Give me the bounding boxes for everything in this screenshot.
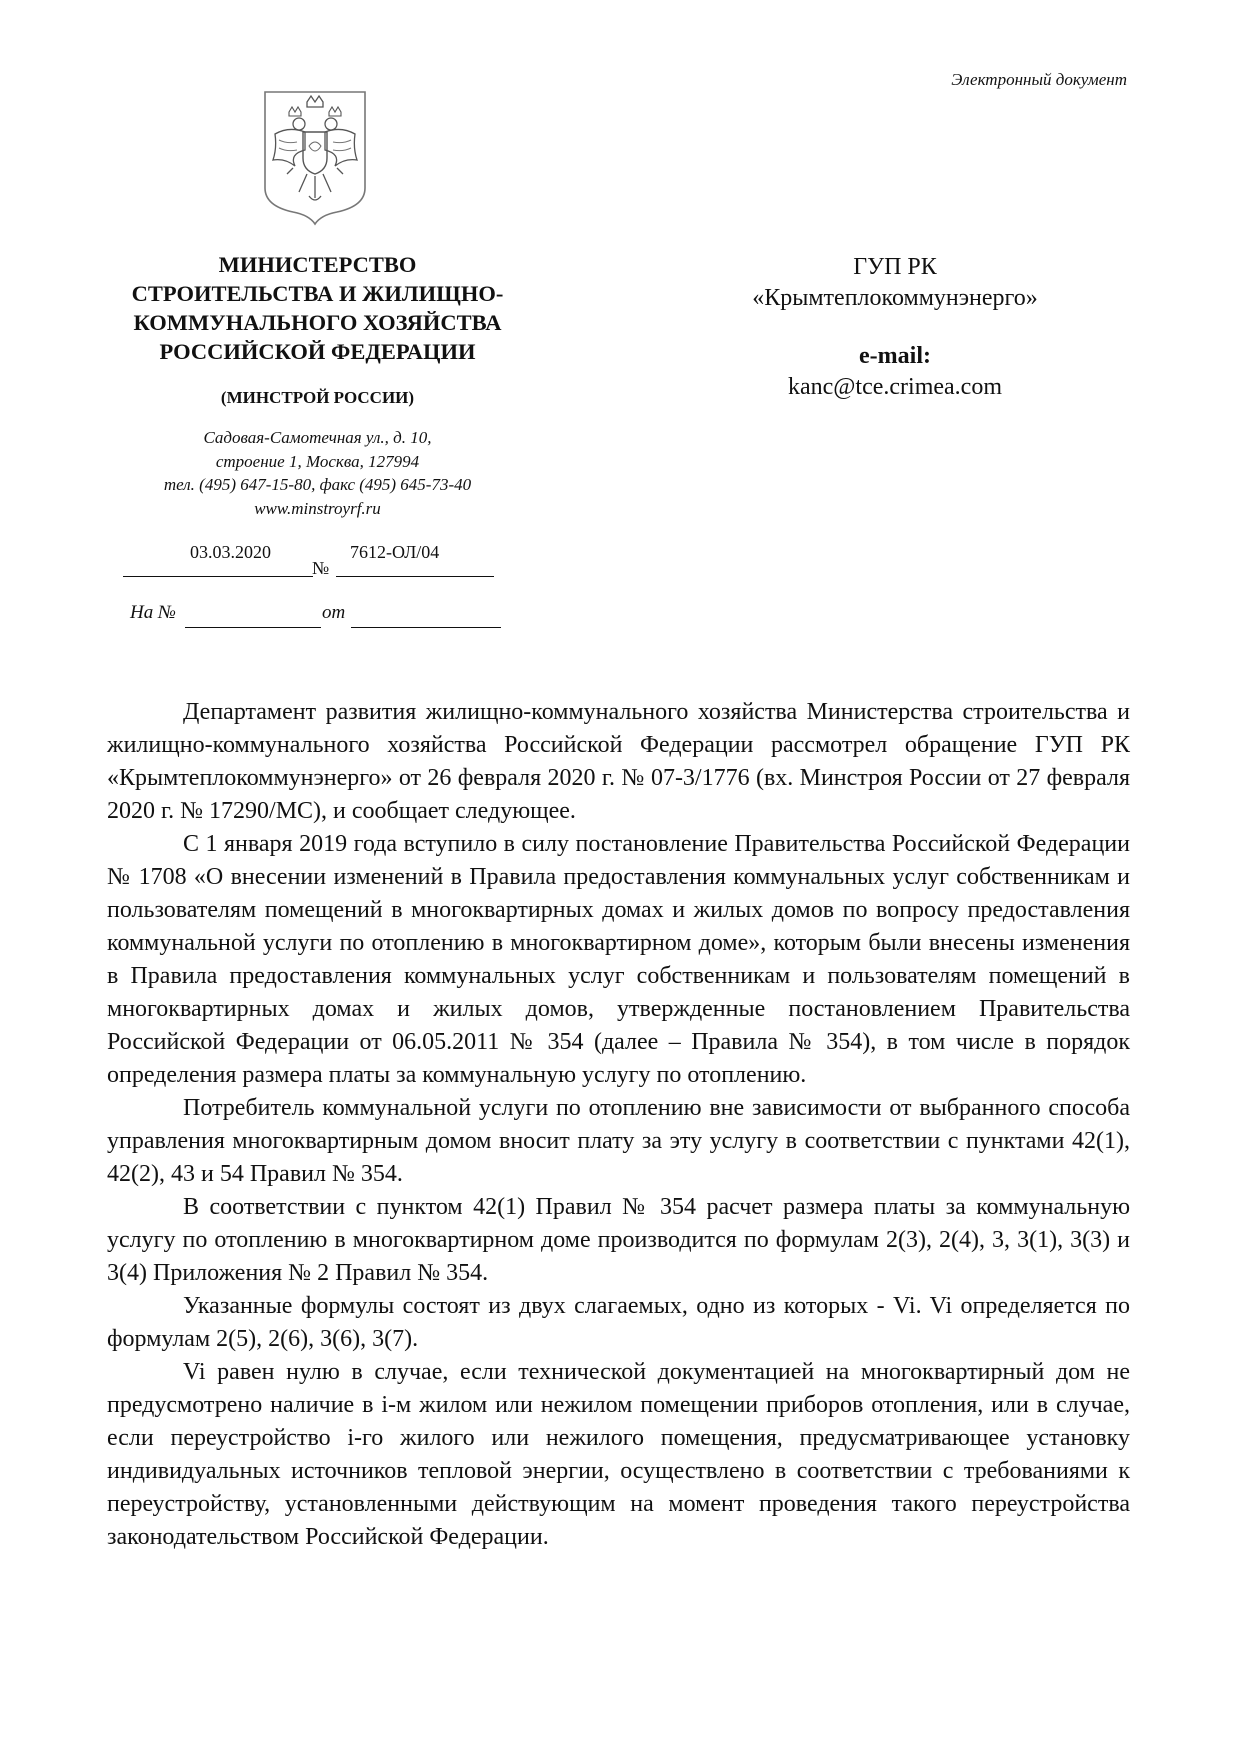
reference-prefix: На № xyxy=(130,602,176,623)
body-paragraph: Потребитель коммунальной услуги по отоплению вне зависимости от выбранного способа управления многоквартирным домом вносит плату за эту услугу в соответствии с пунктами 42(1), 42(2), 43 и 54 Правил № 354. xyxy=(107,1095,1130,1187)
address-line: тел. (495) 647-15-80, факс (495) 645-73-40 xyxy=(163,475,472,494)
registration-number: 7612-ОЛ/04 xyxy=(350,542,440,562)
recipient-name-line: «Крымтеплокоммунэнерго» xyxy=(752,285,1038,311)
registration-number-underline xyxy=(336,576,494,577)
body-paragraph: С 1 января 2019 года вступило в силу постановление Правительства Российской Федерации № 1708 «О внесении изменений в Правила предоставления коммунальных услуг собственникам и пользователям помещений в многоквартирных домах и жилых домов по вопросу предоставления коммунальной услуги по отоплению в многоквартирном доме», которым были внесены изменения в Правила предоставления коммунальных услуг собственникам и пользователям помещений в многоквартирных домах и жилых домов, утвержденные постановлением Правительства Российской Федерации от 06.05.2011 № 354 (далее – Правила № 354), в том числе в порядок определения размера платы за коммунальную услугу по отоплению. xyxy=(107,831,1130,1088)
body-paragraph: Департамент развития жилищно-коммунального хозяйства Министерства строительства и жилищно-коммунального хозяйства Российской Федерации рассмотрел обращение ГУП РК «Крымтеплокоммунэнерго» от 26 февраля 2020 г. № 07-3/1776 (вх. Минстроя России от 27 февраля 2020 г. № 17290/МС), и сообщает следующее. xyxy=(107,699,1130,824)
ministry-name-line: РОССИЙСКОЙ ФЕДЕРАЦИИ xyxy=(159,339,476,364)
ministry-name xyxy=(95,250,540,366)
ministry-name-line: СТРОИТЕЛЬСТВА И ЖИЛИЩНО- xyxy=(131,281,504,306)
reference-number-underline xyxy=(185,627,321,628)
coat-of-arms-emblem xyxy=(259,88,371,226)
reference-from-label: от xyxy=(322,602,346,623)
recipient-name-line: ГУП РК xyxy=(853,254,937,280)
body-paragraph: Указанные формулы состоят из двух слагаемых, одно из которых - Vi. Vi определяется по формулам 2(5), 2(6), 3(6), 3(7). xyxy=(107,1293,1130,1352)
ministry-short-name: (МИНСТРОЙ РОССИИ) xyxy=(220,388,415,407)
recipient-email: kanc@tce.crimea.com xyxy=(788,374,1002,400)
reference-date-underline xyxy=(351,627,501,628)
document-mark: Электронный документ xyxy=(951,70,1127,89)
body-paragraph: Vi равен нулю в случае, если технической документацией на многоквартирный дом не предусмотрено наличие в i-м жилом или нежилом помещении приборов отопления, или в случае, если переустройство i-го жилого или нежилого помещения, предусматривающее установку индивидуальных источников тепловой энергии, осуществлено в соответствии с требованиями к переустройству, установленными действующим на момент проведения такого переустройства законодательством Российской Федерации. xyxy=(107,1359,1130,1550)
email-label: e-mail: xyxy=(859,343,931,369)
letter-body xyxy=(107,696,1130,1554)
ministry-name-line: КОММУНАЛЬНОГО ХОЗЯЙСТВА xyxy=(133,310,502,335)
recipient-block xyxy=(700,252,1090,403)
registration-date: 03.03.2020 xyxy=(190,542,271,562)
sender-block xyxy=(95,250,540,520)
ministry-name-line: МИНИСТЕРСТВО xyxy=(218,252,417,277)
address-line: строение 1, Москва, 127994 xyxy=(215,451,420,471)
address-line: Садовая-Самотечная ул., д. 10, xyxy=(203,428,432,447)
body-paragraph: В соответствии с пунктом 42(1) Правил № 354 расчет размера платы за коммунальную услугу по отоплению в многоквартирном доме производится по формулам 2(3), 2(4), 3, 3(1), 3(3) и 3(4) Приложения № 2 Правил № 354. xyxy=(107,1194,1130,1286)
registration-date-underline xyxy=(123,576,313,577)
website: www.minstroyrf.ru xyxy=(254,498,381,518)
sender-address xyxy=(95,426,540,520)
registration-number-sign: № xyxy=(312,558,330,578)
